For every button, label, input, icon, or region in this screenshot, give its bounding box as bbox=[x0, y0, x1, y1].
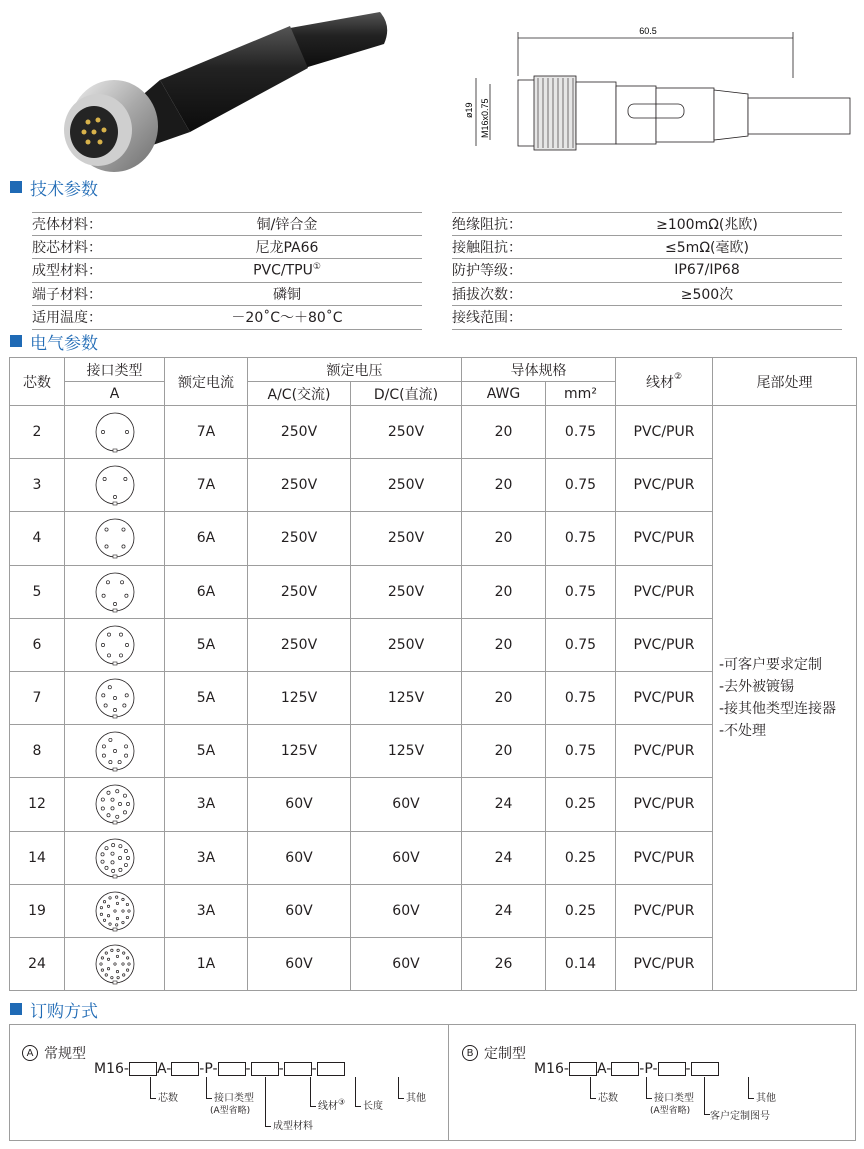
callout-wire-note: ③ bbox=[338, 1097, 346, 1107]
code-seg-a: A- bbox=[156, 1061, 172, 1077]
code-box-interface bbox=[611, 1062, 639, 1076]
code-box-other bbox=[691, 1062, 719, 1076]
cell-dc: 250V bbox=[351, 406, 462, 459]
cell-mm2: 0.25 bbox=[546, 831, 616, 884]
callout-mold: 成型材料 bbox=[273, 1121, 313, 1132]
square-bullet-icon bbox=[10, 1003, 22, 1015]
param-value bbox=[592, 262, 822, 278]
cell-ac: 60V bbox=[248, 884, 351, 937]
section-heading-elec bbox=[10, 330, 98, 352]
order-standard-code bbox=[94, 1061, 345, 1077]
cell-mm2: 0.75 bbox=[546, 406, 616, 459]
code-seg-p: -P- bbox=[199, 1061, 218, 1077]
header-wire-note: ② bbox=[673, 371, 683, 382]
cell-awg: 20 bbox=[462, 512, 546, 565]
cell-current: 5A bbox=[165, 671, 248, 724]
cell-wire: PVC/PUR bbox=[616, 725, 713, 778]
header-dc: D/C(直流) bbox=[351, 382, 462, 406]
tail-option: -不处理 bbox=[719, 723, 767, 740]
cell-interface bbox=[65, 778, 165, 831]
callout-interface-note: (A型省略) bbox=[210, 1106, 251, 1116]
cell-mm2: 0.25 bbox=[546, 778, 616, 831]
cell-current: 1A bbox=[165, 937, 248, 990]
callout-custom-drawing: 客户定制图号 bbox=[710, 1111, 770, 1122]
order-standard-title bbox=[22, 1043, 86, 1063]
callout-cores: 芯数 bbox=[598, 1093, 618, 1104]
cell-awg: 24 bbox=[462, 831, 546, 884]
cell-current: 3A bbox=[165, 778, 248, 831]
cell-dc: 60V bbox=[351, 937, 462, 990]
cell-current: 7A bbox=[165, 406, 248, 459]
cell-mm2: 0.75 bbox=[546, 725, 616, 778]
param-row bbox=[32, 212, 422, 236]
header-awg: AWG bbox=[462, 382, 546, 406]
electrical-table bbox=[9, 357, 857, 991]
cell-cores: 24 bbox=[10, 937, 65, 990]
square-bullet-icon bbox=[10, 181, 22, 193]
header-interface: 接口类型 bbox=[65, 358, 165, 382]
callout-other: 其他 bbox=[756, 1093, 776, 1104]
pin-layout-icon bbox=[94, 890, 136, 932]
cell-mm2: 0.25 bbox=[546, 884, 616, 937]
cell-current: 5A bbox=[165, 725, 248, 778]
cell-current: 3A bbox=[165, 831, 248, 884]
cell-wire: PVC/PUR bbox=[616, 671, 713, 724]
cell-wire: PVC/PUR bbox=[616, 884, 713, 937]
code-box-cores bbox=[129, 1062, 157, 1076]
cell-interface bbox=[65, 406, 165, 459]
cell-wire: PVC/PUR bbox=[616, 937, 713, 990]
order-custom-title bbox=[462, 1043, 526, 1063]
cell-mm2: 0.75 bbox=[546, 565, 616, 618]
header-current: 额定电流 bbox=[165, 358, 248, 406]
cell-awg: 20 bbox=[462, 618, 546, 671]
code-dash: - bbox=[311, 1061, 317, 1077]
code-dash: - bbox=[278, 1061, 284, 1077]
cell-ac: 125V bbox=[248, 725, 351, 778]
param-row bbox=[452, 212, 842, 236]
pin-layout-icon bbox=[94, 411, 136, 453]
code-seg-p: -P- bbox=[639, 1061, 658, 1077]
cell-interface bbox=[65, 459, 165, 512]
cell-current: 6A bbox=[165, 512, 248, 565]
section-title: 电气参数 bbox=[30, 333, 98, 354]
param-label: 适用温度： bbox=[32, 310, 102, 327]
callout-other: 其他 bbox=[406, 1093, 426, 1104]
code-dash: - bbox=[685, 1061, 691, 1077]
cell-dc: 60V bbox=[351, 831, 462, 884]
param-value bbox=[172, 237, 402, 257]
code-box-cores bbox=[569, 1062, 597, 1076]
order-box bbox=[9, 1024, 856, 1141]
param-row bbox=[32, 306, 422, 330]
pin-layout-icon bbox=[94, 624, 136, 666]
param-label: 壳体材料： bbox=[32, 216, 102, 233]
cell-mm2: 0.14 bbox=[546, 937, 616, 990]
cell-wire: PVC/PUR bbox=[616, 512, 713, 565]
param-label: 成型材料： bbox=[32, 263, 102, 280]
pin-layout-icon bbox=[94, 464, 136, 506]
header-interface-a: A bbox=[65, 382, 165, 406]
cell-dc: 60V bbox=[351, 884, 462, 937]
cell-cores: 3 bbox=[10, 459, 65, 512]
cell-awg: 24 bbox=[462, 778, 546, 831]
circle-a-icon: A bbox=[22, 1045, 38, 1061]
cell-dc: 250V bbox=[351, 565, 462, 618]
cell-mm2: 0.75 bbox=[546, 512, 616, 565]
cell-cores: 8 bbox=[10, 725, 65, 778]
cell-mm2: 0.75 bbox=[546, 459, 616, 512]
pin-layout-icon bbox=[94, 571, 136, 613]
cell-tail-options bbox=[713, 406, 857, 991]
cell-ac: 60V bbox=[248, 937, 351, 990]
cell-ac: 250V bbox=[248, 406, 351, 459]
cell-interface bbox=[65, 618, 165, 671]
dimension-length: 60.5 bbox=[639, 26, 657, 36]
order-custom-label: 定制型 bbox=[484, 1046, 526, 1062]
cell-mm2: 0.75 bbox=[546, 671, 616, 724]
table-row bbox=[10, 406, 857, 459]
dimension-dia: ø19 bbox=[464, 102, 474, 118]
param-label: 接触阻抗： bbox=[452, 239, 522, 256]
param-value-text: 尼龙PA66 bbox=[255, 239, 319, 256]
header-tail: 尾部处理 bbox=[713, 358, 857, 406]
square-bullet-icon bbox=[10, 335, 22, 347]
param-value bbox=[172, 262, 402, 279]
cell-awg: 26 bbox=[462, 937, 546, 990]
cell-ac: 60V bbox=[248, 831, 351, 884]
cell-cores: 19 bbox=[10, 884, 65, 937]
cell-dc: 125V bbox=[351, 671, 462, 724]
cell-awg: 20 bbox=[462, 671, 546, 724]
cell-wire: PVC/PUR bbox=[616, 778, 713, 831]
param-value bbox=[172, 307, 402, 327]
param-value bbox=[592, 237, 822, 257]
section-heading-tech bbox=[10, 176, 98, 198]
product-photo bbox=[40, 8, 400, 176]
header-voltage: 额定电压 bbox=[248, 358, 462, 382]
cell-dc: 250V bbox=[351, 459, 462, 512]
cell-interface bbox=[65, 831, 165, 884]
code-box-mold bbox=[218, 1062, 246, 1076]
pin-layout-icon bbox=[94, 517, 136, 559]
tail-option: -可客户要求定制 bbox=[719, 657, 823, 674]
cell-awg: 20 bbox=[462, 459, 546, 512]
cell-cores: 5 bbox=[10, 565, 65, 618]
callout-wire-label: 线材 bbox=[318, 1101, 338, 1112]
header-mm2: mm² bbox=[546, 382, 616, 406]
callout-length: 长度 bbox=[363, 1101, 383, 1112]
cell-wire: PVC/PUR bbox=[616, 459, 713, 512]
pin-layout-icon bbox=[94, 943, 136, 985]
param-row bbox=[32, 283, 422, 307]
dimension-thread: M16x0.75 bbox=[480, 98, 490, 138]
cell-dc: 250V bbox=[351, 618, 462, 671]
cell-dc: 125V bbox=[351, 725, 462, 778]
param-value-text: PVC/TPU bbox=[253, 262, 313, 279]
cell-ac: 250V bbox=[248, 618, 351, 671]
cell-current: 6A bbox=[165, 565, 248, 618]
cell-current: 5A bbox=[165, 618, 248, 671]
order-divider bbox=[448, 1025, 449, 1140]
tech-params-left bbox=[32, 212, 422, 330]
order-standard-label: 常规型 bbox=[44, 1046, 86, 1062]
cell-dc: 250V bbox=[351, 512, 462, 565]
tail-option: -接其他类型连接器 bbox=[719, 701, 837, 718]
section-title: 技术参数 bbox=[30, 179, 98, 200]
param-value-text: ≤5mΩ(毫欧) bbox=[665, 239, 749, 256]
cell-interface bbox=[65, 884, 165, 937]
cell-interface bbox=[65, 512, 165, 565]
param-row bbox=[452, 283, 842, 307]
cell-interface bbox=[65, 565, 165, 618]
code-prefix: M16- bbox=[94, 1061, 129, 1077]
section-title: 订购方式 bbox=[30, 1001, 98, 1022]
cell-interface bbox=[65, 725, 165, 778]
cell-cores: 14 bbox=[10, 831, 65, 884]
cell-wire: PVC/PUR bbox=[616, 831, 713, 884]
param-label: 防护等级： bbox=[452, 263, 522, 280]
header-conductor: 导体规格 bbox=[462, 358, 616, 382]
cell-awg: 20 bbox=[462, 565, 546, 618]
header-cores: 芯数 bbox=[10, 358, 65, 406]
header-wire bbox=[616, 358, 713, 406]
cell-interface bbox=[65, 671, 165, 724]
param-row bbox=[452, 306, 842, 330]
param-label: 胶芯材料： bbox=[32, 239, 102, 256]
param-label: 端子材料： bbox=[32, 286, 102, 303]
callout-interface: 接口类型 bbox=[214, 1093, 254, 1104]
circle-b-icon: B bbox=[462, 1045, 478, 1061]
param-row bbox=[32, 259, 422, 283]
cell-ac: 250V bbox=[248, 565, 351, 618]
param-value bbox=[172, 284, 402, 304]
cell-ac: 250V bbox=[248, 512, 351, 565]
header-wire-label: 线材 bbox=[645, 374, 674, 391]
cell-ac: 125V bbox=[248, 671, 351, 724]
cell-wire: PVC/PUR bbox=[616, 565, 713, 618]
cell-ac: 60V bbox=[248, 778, 351, 831]
param-value bbox=[592, 284, 822, 304]
code-box-custom bbox=[658, 1062, 686, 1076]
tech-params-right bbox=[452, 212, 842, 330]
cell-interface bbox=[65, 937, 165, 990]
cell-wire: PVC/PUR bbox=[616, 406, 713, 459]
code-seg-a: A- bbox=[596, 1061, 612, 1077]
cell-cores: 4 bbox=[10, 512, 65, 565]
dimension-drawing bbox=[448, 18, 852, 158]
callout-cores: 芯数 bbox=[158, 1093, 178, 1104]
param-row bbox=[452, 236, 842, 260]
cell-cores: 2 bbox=[10, 406, 65, 459]
code-box-wire bbox=[251, 1062, 279, 1076]
cell-current: 7A bbox=[165, 459, 248, 512]
code-box-other bbox=[317, 1062, 345, 1076]
order-custom-code bbox=[534, 1061, 719, 1077]
param-row bbox=[452, 259, 842, 283]
cell-dc: 60V bbox=[351, 778, 462, 831]
param-value-text: 磷铜 bbox=[273, 286, 301, 303]
param-label: 绝缘阻抗： bbox=[452, 216, 522, 233]
param-value bbox=[592, 214, 822, 234]
param-note: ① bbox=[312, 261, 321, 272]
code-dash: - bbox=[245, 1061, 251, 1077]
param-value-text: ≥500次 bbox=[680, 286, 734, 303]
header-ac: A/C(交流) bbox=[248, 382, 351, 406]
code-box-length bbox=[284, 1062, 312, 1076]
param-value-text: －20˚C～＋80˚C bbox=[231, 310, 343, 327]
pin-layout-icon bbox=[94, 783, 136, 825]
cell-cores: 12 bbox=[10, 778, 65, 831]
param-value-text: ≥100mΩ(兆欧) bbox=[656, 216, 758, 233]
cell-current: 3A bbox=[165, 884, 248, 937]
cell-ac: 250V bbox=[248, 459, 351, 512]
callout-interface: 接口类型 bbox=[654, 1093, 694, 1104]
callout-interface-note: (A型省略) bbox=[650, 1106, 691, 1116]
param-label: 插拔次数： bbox=[452, 286, 522, 303]
cell-cores: 6 bbox=[10, 618, 65, 671]
code-prefix: M16- bbox=[534, 1061, 569, 1077]
param-value-text: 铜/锌合金 bbox=[256, 216, 318, 233]
cell-mm2: 0.75 bbox=[546, 618, 616, 671]
pin-layout-icon bbox=[94, 677, 136, 719]
code-box-interface bbox=[171, 1062, 199, 1076]
param-value-text: IP67/IP68 bbox=[674, 262, 740, 279]
tail-option: -去外被镀锡 bbox=[719, 679, 795, 696]
cell-awg: 24 bbox=[462, 884, 546, 937]
param-label: 接线范围： bbox=[452, 310, 522, 327]
cell-cores: 7 bbox=[10, 671, 65, 724]
section-heading-order bbox=[10, 998, 98, 1020]
cell-awg: 20 bbox=[462, 406, 546, 459]
cell-awg: 20 bbox=[462, 725, 546, 778]
param-value bbox=[172, 214, 402, 234]
pin-layout-icon bbox=[94, 730, 136, 772]
pin-layout-icon bbox=[94, 837, 136, 879]
callout-wire bbox=[318, 1097, 345, 1112]
param-row bbox=[32, 236, 422, 260]
cell-wire: PVC/PUR bbox=[616, 618, 713, 671]
